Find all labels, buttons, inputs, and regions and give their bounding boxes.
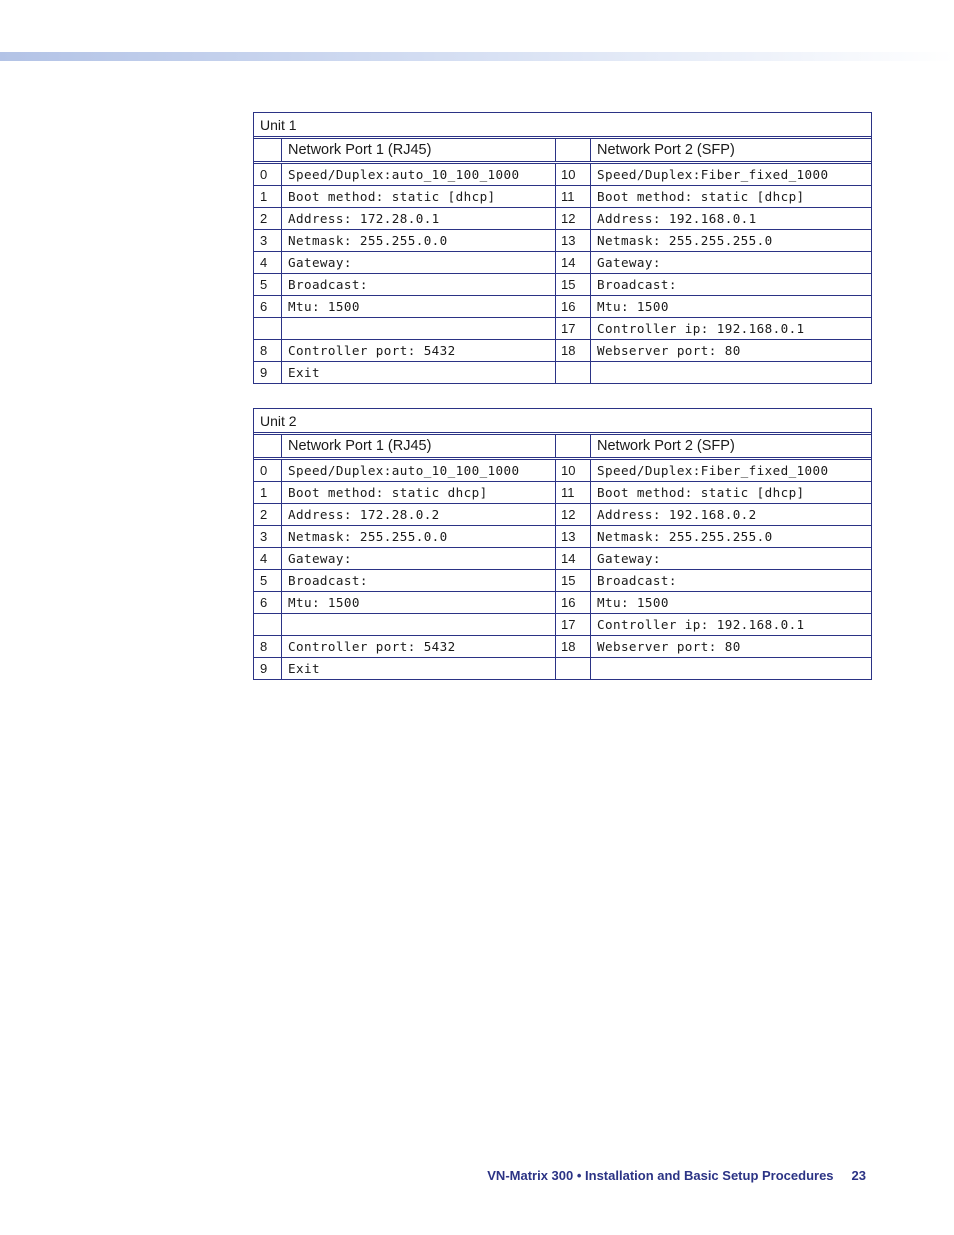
port-2-option-text: Speed/Duplex:Fiber_fixed_1000	[591, 164, 872, 186]
port-2-option-number: 11	[556, 186, 591, 208]
port-2-option-number: 14	[556, 252, 591, 274]
table-row	[254, 570, 872, 592]
port-2-option-text: Controller ip: 192.168.0.1	[591, 318, 872, 340]
unit-2-body	[254, 409, 872, 680]
port-2-option-number: 18	[556, 636, 591, 658]
port-2-option-number: 10	[556, 164, 591, 186]
unit-1-table	[253, 112, 872, 384]
table-row	[254, 614, 872, 636]
unit-1-body	[254, 113, 872, 384]
port-2-option-text: Address: 192.168.0.1	[591, 208, 872, 230]
header-num-cell	[556, 139, 591, 162]
table-row	[254, 526, 872, 548]
port-2-option-text: Broadcast:	[591, 274, 872, 296]
port-1-option-number: 4	[254, 252, 282, 274]
port-1-option-number: 1	[254, 482, 282, 504]
port-2-option-text: Address: 192.168.0.2	[591, 504, 872, 526]
table-row	[254, 252, 872, 274]
port-1-header: Network Port 1 (RJ45)	[282, 139, 556, 162]
port-2-option-text: Controller ip: 192.168.0.1	[591, 614, 872, 636]
port-1-option-text	[282, 318, 556, 340]
footer-title: VN-Matrix 300 • Installation and Basic Setup Procedures	[487, 1168, 834, 1183]
header-band	[0, 52, 954, 61]
port-2-option-number: 16	[556, 592, 591, 614]
port-1-option-number: 8	[254, 340, 282, 362]
table-row	[254, 658, 872, 680]
port-1-option-text: Gateway:	[282, 252, 556, 274]
table-row	[254, 504, 872, 526]
port-2-option-number	[556, 658, 591, 680]
port-1-option-text	[282, 614, 556, 636]
unit-title: Unit 1	[254, 113, 872, 137]
port-2-option-number: 18	[556, 340, 591, 362]
header-num-cell	[556, 435, 591, 458]
table-row	[254, 592, 872, 614]
port-2-option-number: 10	[556, 460, 591, 482]
port-1-option-number: 2	[254, 208, 282, 230]
port-1-option-text: Controller port: 5432	[282, 636, 556, 658]
port-2-option-number: 12	[556, 208, 591, 230]
table-row	[254, 460, 872, 482]
port-1-option-text: Broadcast:	[282, 274, 556, 296]
port-1-option-number	[254, 318, 282, 340]
port-1-option-text: Netmask: 255.255.0.0	[282, 230, 556, 252]
port-2-option-text: Boot method: static [dhcp]	[591, 482, 872, 504]
header-num-cell	[254, 139, 282, 162]
header-num-cell	[254, 435, 282, 458]
port-2-option-number: 12	[556, 504, 591, 526]
table-row	[254, 208, 872, 230]
port-2-option-text	[591, 658, 872, 680]
table-row	[254, 340, 872, 362]
port-2-option-number: 11	[556, 482, 591, 504]
table-row	[254, 362, 872, 384]
port-1-option-text: Mtu: 1500	[282, 592, 556, 614]
table-row	[254, 230, 872, 252]
port-1-option-text: Mtu: 1500	[282, 296, 556, 318]
table-row	[254, 636, 872, 658]
port-2-option-text: Speed/Duplex:Fiber_fixed_1000	[591, 460, 872, 482]
port-2-option-number: 14	[556, 548, 591, 570]
table-row	[254, 318, 872, 340]
column-header-row	[254, 435, 872, 458]
port-1-option-number: 6	[254, 592, 282, 614]
port-2-option-number: 15	[556, 570, 591, 592]
page-number: 23	[851, 1168, 866, 1183]
port-1-option-text: Exit	[282, 362, 556, 384]
port-2-option-number: 13	[556, 230, 591, 252]
port-2-option-number: 16	[556, 296, 591, 318]
port-1-option-text: Controller port: 5432	[282, 340, 556, 362]
port-1-header: Network Port 1 (RJ45)	[282, 435, 556, 458]
port-2-header: Network Port 2 (SFP)	[591, 435, 872, 458]
unit-2-table	[253, 408, 872, 680]
port-1-option-number: 5	[254, 274, 282, 296]
port-1-option-number: 8	[254, 636, 282, 658]
port-2-option-number: 17	[556, 614, 591, 636]
port-1-option-number: 1	[254, 186, 282, 208]
port-2-option-text: Webserver port: 80	[591, 636, 872, 658]
unit-title-row	[254, 409, 872, 433]
port-1-option-text: Speed/Duplex:auto_10_100_1000	[282, 460, 556, 482]
port-1-option-text: Broadcast:	[282, 570, 556, 592]
port-1-option-number	[254, 614, 282, 636]
unit-title-row	[254, 113, 872, 137]
table-row	[254, 296, 872, 318]
port-2-option-text: Gateway:	[591, 548, 872, 570]
port-1-option-text: Address: 172.28.0.1	[282, 208, 556, 230]
table-row	[254, 548, 872, 570]
port-2-option-text: Mtu: 1500	[591, 296, 872, 318]
table-row	[254, 482, 872, 504]
table-row	[254, 164, 872, 186]
table-row	[254, 274, 872, 296]
port-1-option-number: 6	[254, 296, 282, 318]
port-2-option-text: Netmask: 255.255.255.0	[591, 230, 872, 252]
port-1-option-number: 2	[254, 504, 282, 526]
port-2-option-text: Netmask: 255.255.255.0	[591, 526, 872, 548]
port-1-option-text: Address: 172.28.0.2	[282, 504, 556, 526]
port-2-option-number: 17	[556, 318, 591, 340]
port-1-option-number: 9	[254, 658, 282, 680]
port-2-option-number: 13	[556, 526, 591, 548]
port-1-option-number: 3	[254, 230, 282, 252]
port-1-option-text: Speed/Duplex:auto_10_100_1000	[282, 164, 556, 186]
port-1-option-text: Netmask: 255.255.0.0	[282, 526, 556, 548]
port-2-option-number: 15	[556, 274, 591, 296]
page-footer	[487, 1168, 866, 1183]
port-1-option-number: 9	[254, 362, 282, 384]
port-2-option-text: Mtu: 1500	[591, 592, 872, 614]
port-1-option-number: 0	[254, 460, 282, 482]
port-2-option-text: Gateway:	[591, 252, 872, 274]
port-2-option-number	[556, 362, 591, 384]
port-1-option-number: 3	[254, 526, 282, 548]
port-1-option-text: Exit	[282, 658, 556, 680]
port-2-header: Network Port 2 (SFP)	[591, 139, 872, 162]
port-1-option-text: Boot method: static [dhcp]	[282, 186, 556, 208]
port-1-option-text: Gateway:	[282, 548, 556, 570]
port-1-option-text: Boot method: static dhcp]	[282, 482, 556, 504]
port-2-option-text: Webserver port: 80	[591, 340, 872, 362]
port-1-option-number: 5	[254, 570, 282, 592]
column-header-row	[254, 139, 872, 162]
port-1-option-number: 0	[254, 164, 282, 186]
port-2-option-text: Broadcast:	[591, 570, 872, 592]
port-2-option-text	[591, 362, 872, 384]
port-2-option-text: Boot method: static [dhcp]	[591, 186, 872, 208]
table-row	[254, 186, 872, 208]
unit-title: Unit 2	[254, 409, 872, 433]
port-1-option-number: 4	[254, 548, 282, 570]
